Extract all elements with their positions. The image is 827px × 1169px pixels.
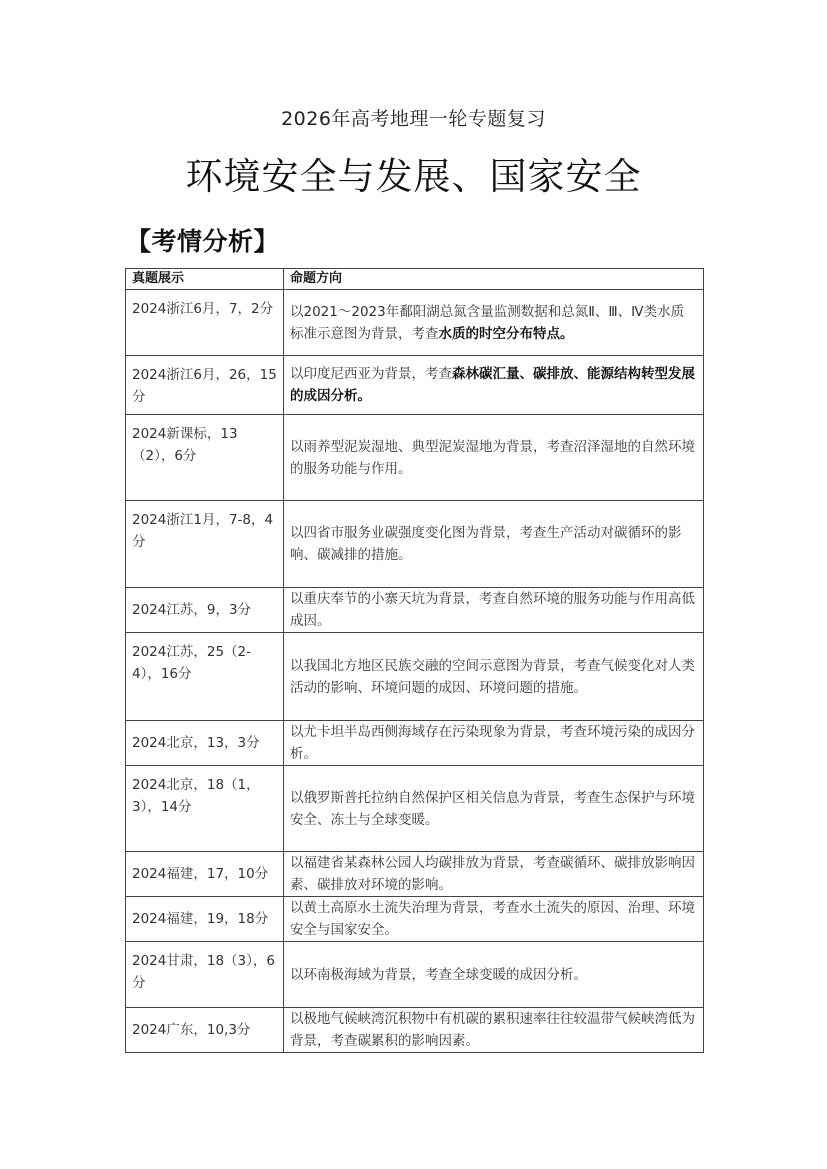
row-source: 2024新课标，13（2），6分 — [126, 415, 284, 501]
section-title: 【考情分析】 — [126, 227, 280, 256]
row-direction — [284, 633, 704, 721]
exam-analysis-table — [125, 268, 704, 1053]
row-source: 2024福建，17，10分 — [126, 852, 284, 897]
document-title: 环境安全与发展、国家安全 — [185, 155, 642, 198]
row-direction — [284, 721, 704, 766]
direction-text: 以四省市服务业碳强度变化图为背景，考查生产活动对碳循环的影响、碳减排的措施。 — [290, 525, 682, 563]
table-row — [126, 415, 704, 501]
row-direction — [284, 852, 704, 897]
column-header-direction: 命题方向 — [284, 269, 704, 290]
direction-text: 以我国北方地区民族交融的空间示意图为背景，考查气候变化对人类活动的影响、环境问题的成因、环境问题的措施。 — [290, 657, 695, 696]
row-direction — [284, 588, 704, 633]
row-source: 2024浙江6月，26，15分 — [126, 356, 284, 415]
direction-text: 以俄罗斯普托拉纳自然保护区相关信息为背景，考查生态保护与环境安全、冻土与全球变暖。 — [290, 789, 695, 828]
table-row — [126, 501, 704, 588]
direction-text: 以福建省某森林公园人均碳排放为背景，考查碳循环、碳排放影响因素、碳排放对环境的影响。 — [290, 855, 695, 893]
row-source: 2024甘肃，18（3），6分 — [126, 942, 284, 1008]
row-source: 2024北京，18（1，3），14分 — [126, 766, 284, 852]
direction-text: 以雨养型泥炭湿地、典型泥炭湿地为背景，考查沼泽湿地的自然环境的服务功能与作用。 — [290, 438, 695, 477]
direction-text: 以极地气候峡湾沉积物中有机碳的累积速率往往较温带气候峡湾低为背景，考查碳累积的影响因素。 — [290, 1011, 695, 1049]
column-header-source: 真题展示 — [126, 269, 284, 290]
row-direction — [284, 290, 704, 356]
direction-emphasis: 水质的时空分布特点。 — [438, 325, 574, 342]
direction-text: 以2021～2023年鄱阳湖总氮含量监测数据和总氮Ⅱ、Ⅲ、Ⅳ类水质标准示意图为背景，考查 — [290, 303, 685, 342]
direction-text: 以尤卡坦半岛西侧海域存在污染现象为背景，考查环境污染的成因分析。 — [290, 724, 695, 762]
direction-text: 以黄土高原水土流失治理为背景，考查水土流失的原因、治理、环境安全与国家安全。 — [290, 900, 695, 938]
table-row — [126, 897, 704, 942]
row-source: 2024广东，10,3分 — [126, 1008, 284, 1053]
direction-text: 以重庆奉节的小寨天坑为背景，考查自然环境的服务功能与作用高低成因。 — [290, 591, 695, 629]
table-row — [126, 290, 704, 356]
table-row — [126, 942, 704, 1008]
table-row — [126, 766, 704, 852]
row-direction — [284, 415, 704, 501]
table-header-row — [126, 269, 704, 290]
direction-text: 以印度尼西亚为背景，考查 — [290, 366, 452, 382]
direction-text: 以环南极海域为背景，考查全球变暖的成因分析。 — [290, 966, 587, 983]
table-row — [126, 1008, 704, 1053]
row-direction — [284, 501, 704, 588]
row-direction — [284, 942, 704, 1008]
table-row — [126, 588, 704, 633]
row-source: 2024北京，13，3分 — [126, 721, 284, 766]
table-row — [126, 721, 704, 766]
row-direction — [284, 1008, 704, 1053]
row-direction — [284, 897, 704, 942]
row-source: 2024浙江1月，7-8，4分 — [126, 501, 284, 588]
table-row — [126, 633, 704, 721]
direction-emphasis: 森林碳汇量、碳排放、能源结构转型发展的成因分析。 — [290, 366, 695, 404]
table-row — [126, 852, 704, 897]
row-direction — [284, 356, 704, 415]
table-row — [126, 356, 704, 415]
row-source: 2024浙江6月，7，2分 — [126, 290, 284, 356]
row-source: 2024江苏，25（2-4），16分 — [126, 633, 284, 721]
row-direction — [284, 766, 704, 852]
row-source: 2024江苏，9，3分 — [126, 588, 284, 633]
row-source: 2024福建，19，18分 — [126, 897, 284, 942]
document-subtitle: 2026年高考地理一轮专题复习 — [281, 108, 546, 130]
